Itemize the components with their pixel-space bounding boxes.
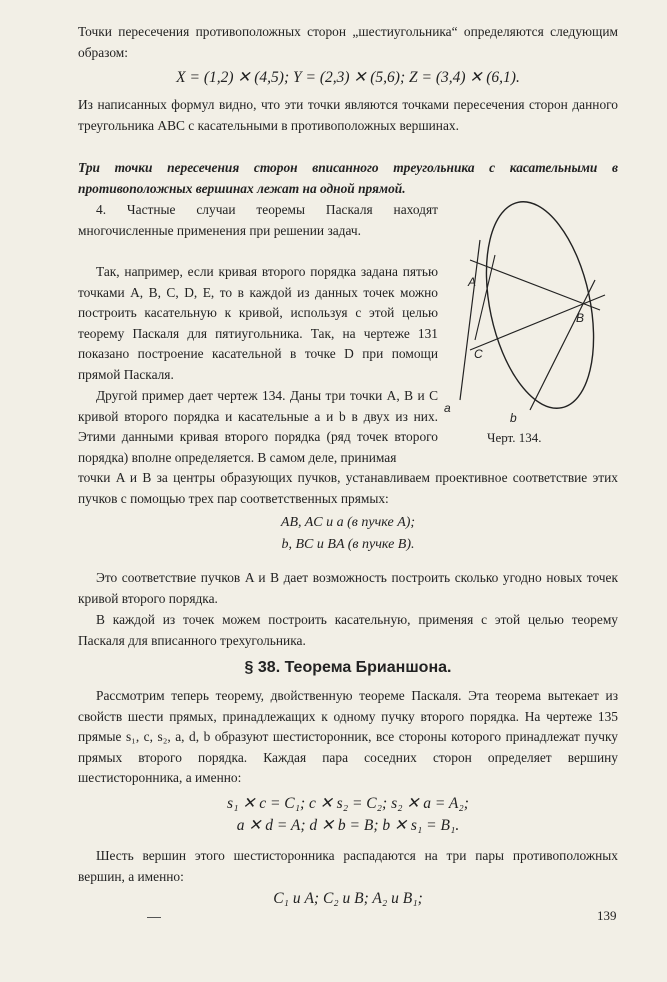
formula-pencil-b: b, BC и BA (в пучке B). [281,537,415,552]
formula-xyz: X = (1,2) ✕ (4,5); Y = (2,3) ✕ (5,6); Z = (3,4) ✕ (6,1). [176,69,520,86]
special-cases-text: 4. Частные случаи теоремы Паскаля находят многочисленные применения при решении задач. [78,202,438,238]
line-ac [475,255,495,340]
example-134-text: Другой пример дает чертеж 134. Даны три точки A, B и C кривой второго порядка и касательные a и b в двух из них. Этими данными кривая второго порядка (ряд точек второго порядка) вполне определяется. В самом деле, принимая [78,388,438,465]
label-point-a: A [468,275,477,289]
formula-vertex-pairs: C₁ и A; C₂ и B; A₂ и B₁; [273,890,423,907]
label-point-b: B [576,311,585,325]
tangent-b [530,280,595,410]
formula-vertices-1: s₁ ✕ c = C₁; c ✕ s₂ = C₂; s₂ ✕ a = A₂; [227,795,469,812]
label-tangent-a: a [444,401,451,415]
correspondence-text: Это соответствие пучков A и B дает возможность построить сколько угодно новых точек кривой второго порядка. [78,570,618,606]
line-ab [470,260,600,310]
section-heading: § 38. Теорема Брианшона. [244,659,452,676]
paragraph-brianchon-intro [78,686,618,789]
paragraph-hexagon-intersections: Точки пересечения противоположных сторон „шестиугольника“ определяются следующим образом: [78,24,618,60]
tangent-a [460,240,480,400]
page-number: 139 [597,908,617,923]
theorem-statement: Три точки пересечения сторон вписанного треугольника с касательными в противоположных вершинах лежат на одной прямой. [78,160,618,196]
brianchon-intro-text: Рассмотрим теперь теорему, двойственную теореме Паскаля. Эта теорема вытекает из свойств шести прямых, принадлежащих к одному пучку второго порядка. На чертеже 135 прямые s₁, c, s₂, a, d, b образуют шестисторонник, все стороны которого принадлежат пучку прямых второго порядка. Каждая пара соседних сторон определяет вершину шестисторонника, а именно: [78,688,618,785]
formula-vertices-2: a ✕ d = A; d ✕ b = B; b ✕ s₁ = B₁. [236,817,460,834]
paragraph-opposite-vertices [78,846,618,887]
opposite-vertices-text: Шесть вершин этого шестисторонника распадаются на три пары противоположных вершин, а именно: [78,848,618,884]
paragraph-tangent-construction [78,610,618,651]
paragraph-example-134 [78,386,438,468]
conic-curve [469,200,610,418]
footer-dash [147,917,161,918]
label-point-c: C [474,347,483,361]
figure-caption: Черт. 134. [487,430,542,445]
figure-134 [440,200,615,425]
paragraph-pencil-centers: точки A и B за центры образующих пучков, устанавливаем проективное соответствие этих пучков с помощью трех пар соответственных прямых: [78,470,618,506]
formula-pencil-a: AB, AC и a (в пучке A); [280,515,416,530]
paragraph-five-points [78,262,438,385]
five-points-text: Так, например, если кривая второго порядка задана пятью точками A, B, C, D, E, то в каждой из данных точек можно построить касательную к кривой, используя с этой целью теорему Паскаля для пятиугольника. Так, на чертеже 131 показано построение касательной в точке D при помощи прямой Паскаля. [78,264,438,382]
paragraph-special-cases [78,200,438,241]
tangent-construction-text: В каждой из точек можем построить касательную, применяя с этой целью теорему Паскаля для вписанного трехугольника. [78,612,618,648]
paragraph-correspondence [78,568,618,609]
paragraph-formulas-observation: Из написанных формул видно, что эти точки являются точками пересечения сторон данного треугольника ABC с касательными в противоположных вершинах. [78,97,618,133]
line-bc [470,295,605,350]
label-tangent-b: b [510,411,517,425]
